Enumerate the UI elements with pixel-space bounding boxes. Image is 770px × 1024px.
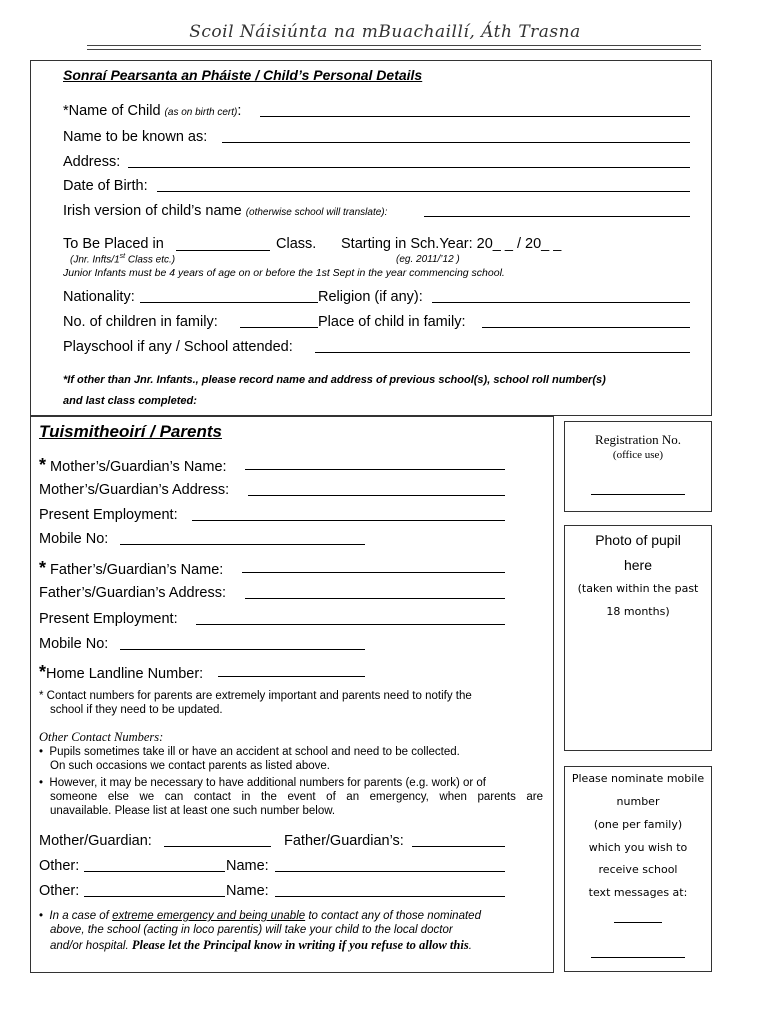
emergency-line-1: [39, 910, 481, 922]
class-label: Class.: [276, 236, 317, 252]
father-short-label: Father/Guardian’s:: [284, 833, 404, 849]
children-count-label: No. of children in family:: [63, 314, 218, 330]
bullet-dot-1: •: [39, 746, 44, 758]
bullet-2-line-c: unavailable. Please list at least one such number below.: [50, 805, 336, 817]
address-field[interactable]: [128, 154, 690, 168]
father-address-label: Father’s/Guardian’s Address:: [39, 585, 226, 601]
class-note: [70, 253, 175, 265]
other-2-label: Other:: [39, 883, 80, 899]
father-name-row: [39, 558, 223, 579]
mother-employment-label: Present Employment:: [39, 507, 178, 523]
class-note-text: (Jnr. Infts/1: [70, 254, 120, 266]
father-short-field[interactable]: [412, 833, 505, 847]
bullet-dot-2: •: [39, 777, 44, 789]
mother-short-field[interactable]: [164, 833, 271, 847]
emergency-text-b: to contact any of those nominated: [305, 910, 481, 922]
header-rule-bottom: [87, 49, 701, 50]
landline-field[interactable]: [218, 663, 365, 677]
emergency-line-3: [50, 938, 472, 953]
registration-field[interactable]: [591, 481, 685, 495]
other-contacts-heading: Other Contact Numbers:: [39, 730, 164, 744]
child-details-heading: Sonraí Pearsanta an Pháiste / Child’s Personal Details: [63, 67, 423, 83]
irish-name-label: Irish version of child’s name: [63, 203, 242, 219]
year-note: (eg. 2011/’12 ): [396, 254, 460, 265]
emergency-bullet: •: [39, 910, 44, 922]
landline-star: *: [39, 662, 47, 682]
mother-name-field[interactable]: [245, 456, 505, 470]
nominate-line-4: which you wish to: [588, 841, 688, 854]
emergency-end: .: [468, 940, 472, 952]
class-field[interactable]: [176, 237, 270, 251]
religion-label: Religion (if any):: [318, 289, 423, 305]
landline-row: [39, 662, 203, 683]
bullet-2-line-b: someone else we can contact in the event of an emergency, when parents are: [50, 791, 543, 803]
place-in-family-label: Place of child in family:: [318, 314, 466, 330]
mother-star: *: [39, 455, 47, 475]
parents-heading: Tuismitheoirí / Parents: [39, 422, 222, 441]
nominate-line-2: number: [616, 795, 660, 808]
irish-name-row: [63, 203, 387, 219]
school-name: Scoil Náisiúnta na mBuachaillí, Áth Trasna: [189, 22, 581, 42]
place-in-family-field[interactable]: [482, 314, 690, 328]
mother-address-label: Mother’s/Guardian’s Address:: [39, 482, 230, 498]
contact-note-2: school if they need to be updated.: [50, 704, 223, 716]
dob-label: Date of Birth:: [63, 178, 148, 194]
emergency-underlined: extreme emergency and being unable: [112, 910, 306, 922]
child-name-field[interactable]: [260, 103, 690, 117]
nominate-line-1: Please nominate mobile: [571, 772, 705, 785]
registration-note: (office use): [612, 449, 664, 461]
emergency-text-a: In a case of: [49, 910, 113, 922]
bullet-1: [39, 746, 460, 758]
photo-line-4: 18 months): [606, 605, 670, 618]
nationality-field[interactable]: [140, 289, 318, 303]
irish-name-field[interactable]: [424, 203, 690, 217]
other-1-name-label: Name:: [226, 858, 269, 874]
landline-label: Home Landline Number:: [46, 666, 204, 682]
irish-name-note: (otherwise school will translate):: [245, 207, 388, 218]
child-name-colon: :: [237, 103, 242, 119]
class-note-end: Class etc.): [125, 254, 176, 266]
other-1-name-field[interactable]: [275, 858, 505, 872]
other-1-field[interactable]: [84, 858, 225, 872]
address-label: Address:: [63, 154, 121, 170]
dob-field[interactable]: [157, 178, 690, 192]
nominate-field-2[interactable]: [591, 944, 685, 958]
prev-school-note-2: and last class completed:: [63, 395, 197, 407]
bullet-1-line-b: On such occasions we contact parents as listed above.: [50, 760, 330, 772]
child-name-note: (as on birth cert): [164, 107, 238, 118]
bullet-1-line-a: Pupils sometimes take ill or have an accident at school and need to be collected.: [49, 746, 460, 758]
photo-line-2: here: [623, 557, 653, 573]
class-note-sup: st: [119, 253, 126, 260]
father-employment-label: Present Employment:: [39, 611, 178, 627]
emergency-line-2: above, the school (acting in loco parentis) will take your child to the local doctor: [50, 924, 453, 936]
father-mobile-label: Mobile No:: [39, 636, 109, 652]
father-star: *: [39, 558, 47, 578]
junior-infants-note: Junior Infants must be 4 years of age on or before the 1st Sept in the year commencing school.: [63, 267, 505, 279]
father-name-label: Father’s/Guardian’s Name:: [50, 562, 224, 578]
nominate-line-5: receive school: [598, 863, 678, 876]
known-as-label: Name to be known as:: [63, 129, 208, 145]
contact-note-1: * Contact numbers for parents are extremely important and parents need to notify the: [39, 690, 472, 702]
mother-employment-field[interactable]: [192, 507, 505, 521]
nominate-line-3: (one per family): [593, 818, 683, 831]
other-2-name-field[interactable]: [275, 883, 505, 897]
nominate-line-6: text messages at:: [588, 886, 688, 899]
mother-name-row: [39, 455, 227, 476]
header-rule-top: [87, 45, 701, 46]
other-2-name-label: Name:: [226, 883, 269, 899]
father-employment-field[interactable]: [196, 611, 505, 625]
child-name-label: *Name of Child: [63, 103, 161, 119]
bullet-2: [39, 777, 486, 789]
father-mobile-field[interactable]: [120, 636, 365, 650]
mother-address-field[interactable]: [248, 482, 505, 496]
playschool-field[interactable]: [315, 339, 690, 353]
photo-line-3: (taken within the past: [577, 582, 699, 595]
playschool-label: Playschool if any / School attended:: [63, 339, 293, 355]
emergency-text-d: and/or hospital.: [50, 940, 132, 952]
other-2-field[interactable]: [84, 883, 225, 897]
other-1-label: Other:: [39, 858, 80, 874]
registration-title: Registration No.: [595, 432, 681, 447]
mother-mobile-label: Mobile No:: [39, 531, 109, 547]
known-as-field[interactable]: [222, 129, 690, 143]
father-address-field[interactable]: [245, 585, 505, 599]
nominate-field-1[interactable]: [614, 909, 662, 923]
mother-mobile-field[interactable]: [120, 531, 365, 545]
mother-short-label: Mother/Guardian:: [39, 833, 152, 849]
father-name-field[interactable]: [242, 559, 505, 573]
starting-year: Starting in Sch.Year: 20_ _ / 20_ _: [341, 236, 562, 252]
emergency-bold: Please let the Principal know in writing if you refuse to allow this: [131, 938, 469, 952]
bullet-2-line-a: However, it may be necessary to have additional numbers for parents (e.g. work) or of: [49, 777, 486, 789]
religion-field[interactable]: [432, 289, 690, 303]
mother-name-label: Mother’s/Guardian’s Name:: [50, 459, 227, 475]
nationality-label: Nationality:: [63, 289, 135, 305]
child-name-row: [63, 103, 241, 119]
photo-line-1: Photo of pupil: [595, 532, 681, 548]
children-count-field[interactable]: [240, 314, 318, 328]
prev-school-note-1: *If other than Jnr. Infants., please record name and address of previous school(s), school roll number(s): [63, 374, 606, 386]
placed-label: To Be Placed in: [63, 236, 164, 252]
